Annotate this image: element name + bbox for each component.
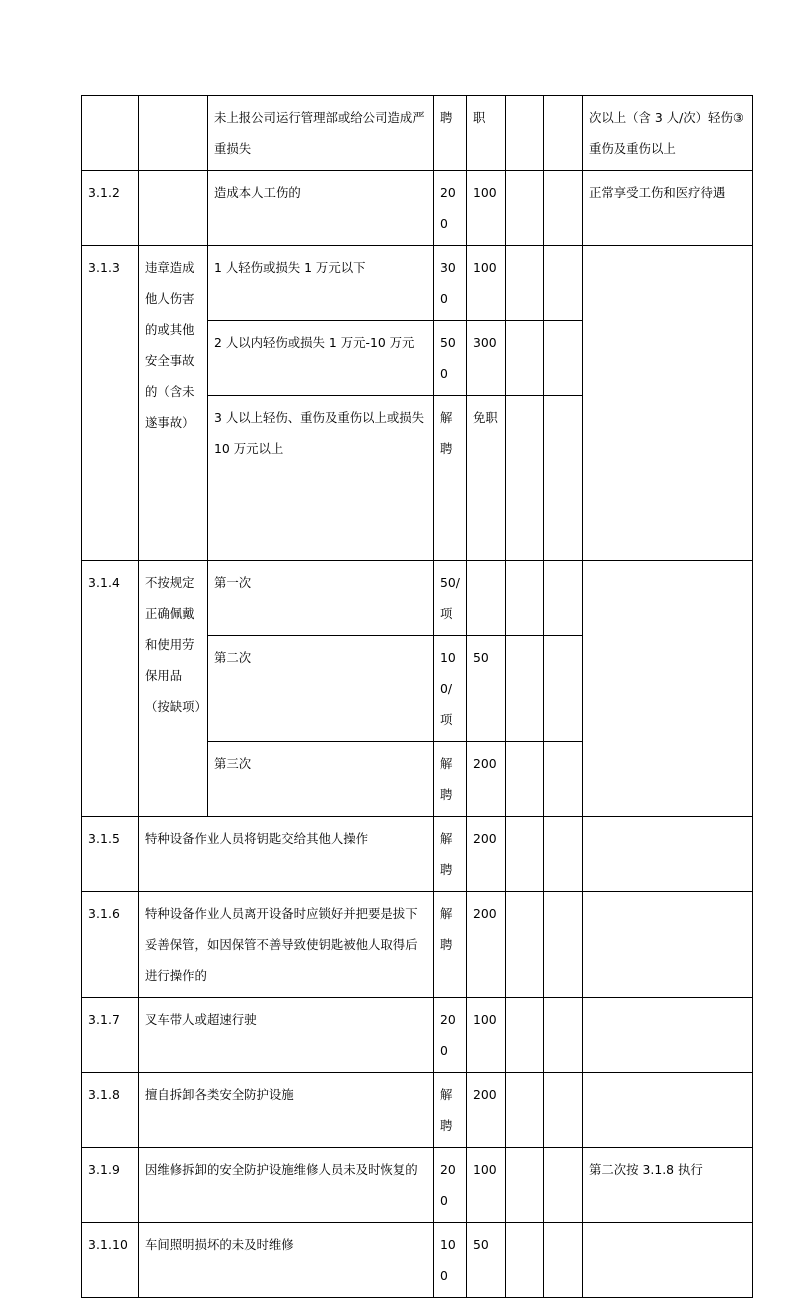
penalty-table [81, 95, 753, 1298]
cell-amount-3 [506, 1073, 544, 1148]
cell-amount-3 [506, 321, 544, 396]
cell-note [583, 1223, 753, 1298]
cell-id: 3.1.5 [82, 817, 139, 892]
cell-amount-2: 200 [467, 817, 506, 892]
cell-category: 不按规定正确佩戴和使用劳保用品（按缺项） [139, 561, 208, 817]
cell-note: 正常享受工伤和医疗待遇 [583, 171, 753, 246]
cell-id [82, 96, 139, 171]
cell-description: 造成本人工伤的 [208, 171, 434, 246]
cell-amount-4 [544, 998, 583, 1073]
cell-category: 违章造成他人伤害的或其他安全事故的（含未遂事故） [139, 246, 208, 561]
cell-id: 3.1.6 [82, 892, 139, 998]
cell-amount-4 [544, 246, 583, 321]
cell-amount-2: 100 [467, 246, 506, 321]
cell-description: 车间照明损坏的未及时维修 [139, 1223, 434, 1298]
table-row [82, 1148, 753, 1223]
cell-amount-4 [544, 1073, 583, 1148]
cell-description: 叉车带人或超速行驶 [139, 998, 434, 1073]
cell-amount-3 [506, 1223, 544, 1298]
cell-description: 因维修拆卸的安全防护设施维修人员未及时恢复的 [139, 1148, 434, 1223]
cell-amount-3 [506, 892, 544, 998]
table-row [82, 1223, 753, 1298]
table-row [82, 817, 753, 892]
cell-id: 3.1.4 [82, 561, 139, 817]
cell-amount-1: 300 [434, 246, 467, 321]
cell-amount-1: 100 [434, 1223, 467, 1298]
cell-description: 1 人轻伤或损失 1 万元以下 [208, 246, 434, 321]
cell-category [139, 96, 208, 171]
cell-amount-2 [467, 561, 506, 636]
cell-amount-1: 200 [434, 1148, 467, 1223]
cell-id: 3.1.10 [82, 1223, 139, 1298]
cell-description: 未上报公司运行管理部或给公司造成严重损失 [208, 96, 434, 171]
cell-amount-2: 100 [467, 998, 506, 1073]
cell-note [583, 561, 753, 817]
cell-note [583, 998, 753, 1073]
cell-amount-1: 解聘 [434, 1073, 467, 1148]
cell-id: 3.1.3 [82, 246, 139, 561]
cell-description: 3 人以上轻伤、重伤及重伤以上或损失 10 万元以上 [208, 396, 434, 561]
cell-amount-3 [506, 817, 544, 892]
cell-amount-4 [544, 321, 583, 396]
cell-amount-1: 200 [434, 171, 467, 246]
cell-amount-4 [544, 742, 583, 817]
cell-description: 特种设备作业人员将钥匙交给其他人操作 [139, 817, 434, 892]
cell-amount-4 [544, 561, 583, 636]
table-row [82, 1073, 753, 1148]
cell-amount-2: 100 [467, 1148, 506, 1223]
cell-id: 3.1.7 [82, 998, 139, 1073]
cell-amount-1: 解聘 [434, 817, 467, 892]
cell-amount-1: 200 [434, 998, 467, 1073]
cell-amount-2: 200 [467, 1073, 506, 1148]
cell-amount-3 [506, 1148, 544, 1223]
cell-amount-2: 免职 [467, 396, 506, 561]
table-row [82, 171, 753, 246]
cell-description: 特种设备作业人员离开设备时应锁好并把要是拔下妥善保管，如因保管不善导致使钥匙被他人取得后进行操作的 [139, 892, 434, 998]
cell-amount-2: 50 [467, 1223, 506, 1298]
table-row [82, 96, 753, 171]
cell-note [583, 892, 753, 998]
cell-id: 3.1.8 [82, 1073, 139, 1148]
cell-amount-3 [506, 96, 544, 171]
cell-id: 3.1.2 [82, 171, 139, 246]
cell-amount-2: 200 [467, 742, 506, 817]
table-row [82, 246, 753, 321]
cell-amount-4 [544, 396, 583, 561]
cell-amount-2: 50 [467, 636, 506, 742]
cell-amount-3 [506, 171, 544, 246]
table-row [82, 998, 753, 1073]
cell-note [583, 1073, 753, 1148]
cell-amount-4 [544, 1148, 583, 1223]
cell-description: 第二次 [208, 636, 434, 742]
cell-amount-2: 200 [467, 892, 506, 998]
cell-amount-3 [506, 998, 544, 1073]
cell-amount-1: 100/项 [434, 636, 467, 742]
cell-note: 次以上（含 3 人/次）轻伤③重伤及重伤以上 [583, 96, 753, 171]
cell-amount-3 [506, 636, 544, 742]
cell-amount-1: 50/项 [434, 561, 467, 636]
cell-amount-2: 300 [467, 321, 506, 396]
cell-note [583, 817, 753, 892]
cell-amount-3 [506, 561, 544, 636]
cell-description: 第三次 [208, 742, 434, 817]
cell-amount-1: 解聘 [434, 742, 467, 817]
cell-description: 擅自拆卸各类安全防护设施 [139, 1073, 434, 1148]
cell-amount-1: 解聘 [434, 396, 467, 561]
table-row [82, 561, 753, 636]
cell-amount-1: 500 [434, 321, 467, 396]
cell-amount-1: 解聘 [434, 892, 467, 998]
cell-description: 2 人以内轻伤或损失 1 万元-10 万元 [208, 321, 434, 396]
cell-amount-3 [506, 246, 544, 321]
cell-amount-4 [544, 171, 583, 246]
cell-amount-3 [506, 396, 544, 561]
cell-note: 第二次按 3.1.8 执行 [583, 1148, 753, 1223]
cell-amount-2: 职 [467, 96, 506, 171]
cell-note [583, 246, 753, 561]
cell-amount-3 [506, 742, 544, 817]
cell-id: 3.1.9 [82, 1148, 139, 1223]
cell-amount-2: 100 [467, 171, 506, 246]
cell-amount-1: 聘 [434, 96, 467, 171]
cell-amount-4 [544, 1223, 583, 1298]
cell-description: 第一次 [208, 561, 434, 636]
table-row [82, 892, 753, 998]
cell-amount-4 [544, 892, 583, 998]
cell-amount-4 [544, 636, 583, 742]
cell-category [139, 171, 208, 246]
cell-amount-4 [544, 96, 583, 171]
cell-amount-4 [544, 817, 583, 892]
